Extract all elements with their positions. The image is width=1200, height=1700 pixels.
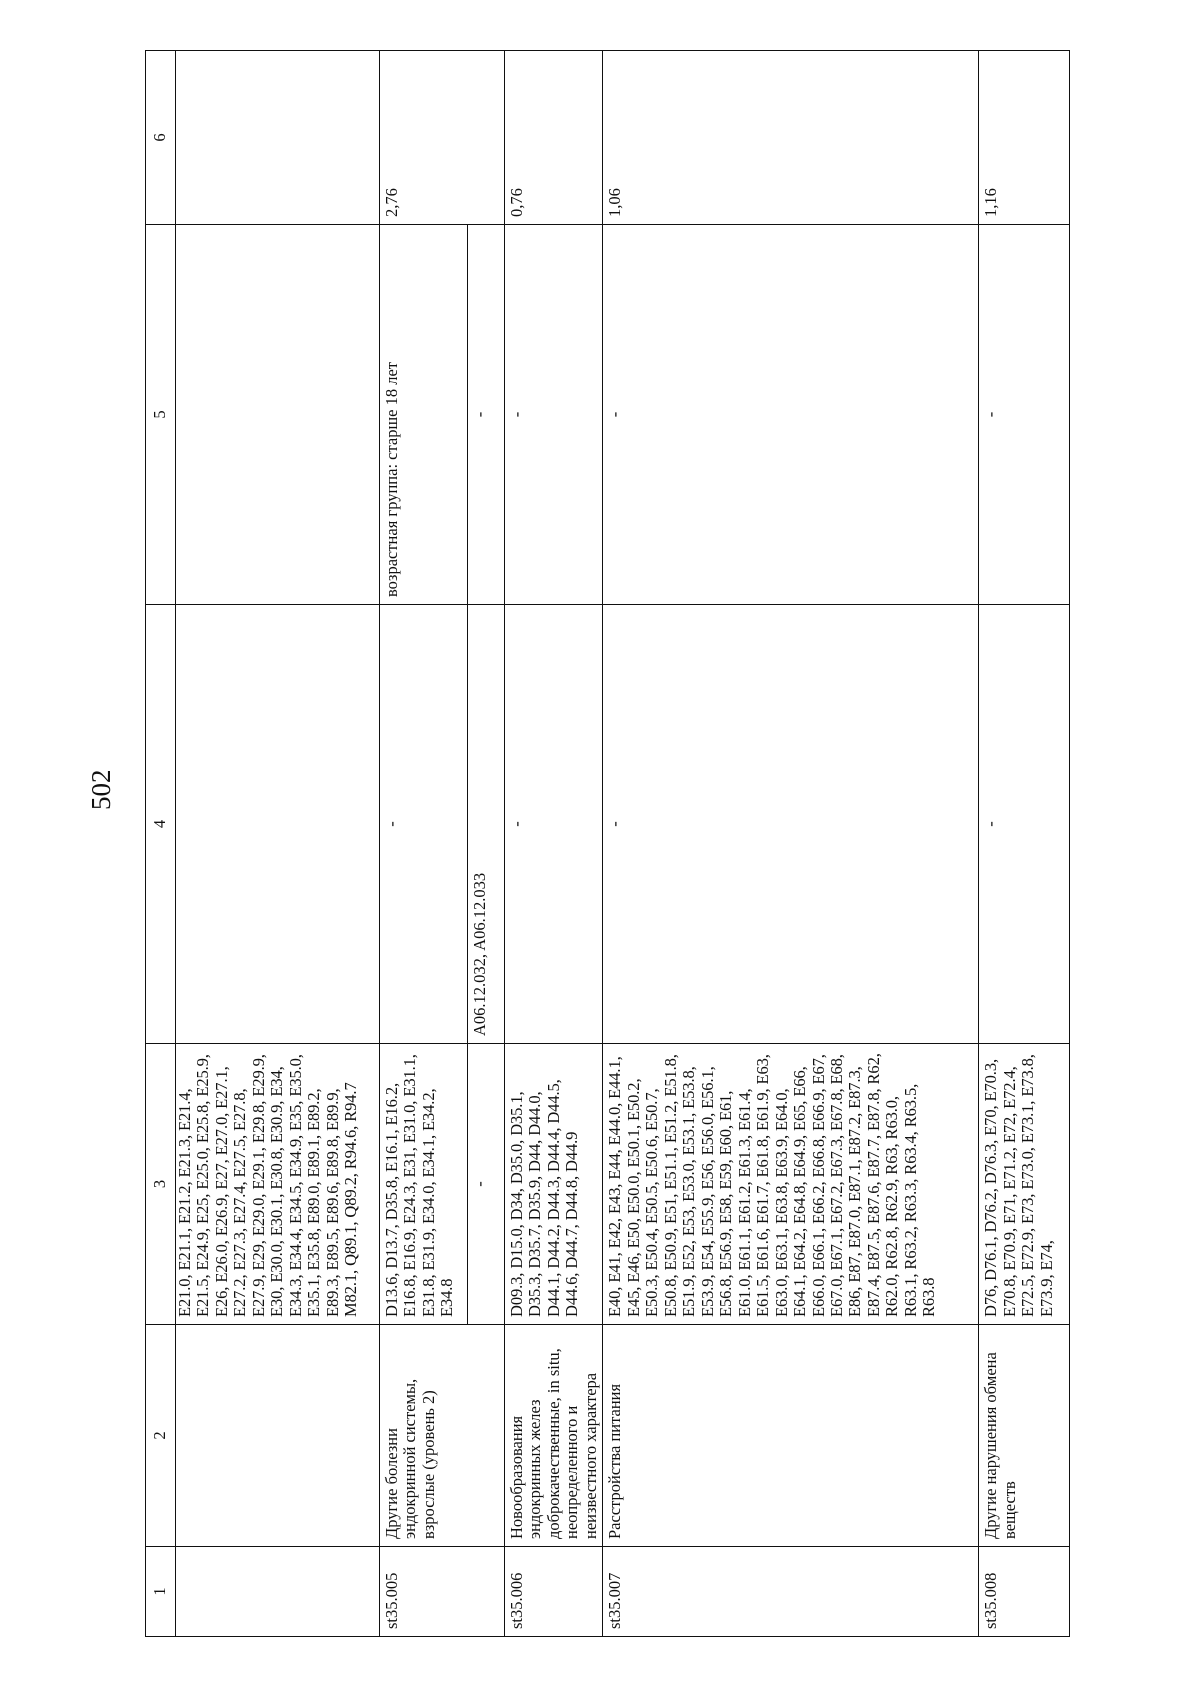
rotated-table-wrapper xyxy=(145,51,1070,1637)
criteria-cell: - xyxy=(468,225,505,605)
code-cell: st35.007 xyxy=(603,1547,979,1637)
diagnosis-codes-cell: E21.0, E21.1, E21.2, E21.3, E21.4, E21.5, E24.9, E25, E25.0, E25.8, E25.9, E26, E26.0, E26.9, E27, E27.0, E27.1, E27.2, E27.3, E27.4, E27.5, E27.8, E27.9, E29, E29.0, E29.1, E29.8, E29.9, E30, E30.0, E30.1, E30.8, E30.9, E34, E34.3, E34.4, E34.5, E34.9, E35, E35.0, E35.1, E35.8, E89.0, E89.1, E89.2, E89.3, E89.5, E89.6, E89.8, E89.9, M82.1, Q89.1, Q89.2, R94.6, R94.7 xyxy=(176,1044,380,1325)
cell xyxy=(176,225,380,605)
diagnosis-codes-cell: D76, D76.1, D76.2, D76.3, E70, E70.3, E70.8, E70.9, E71, E71.2, E72, E72.4, E72.5, E72.9, E73, E73.0, E73.1, E73.8, E73.9, E74, xyxy=(979,1044,1070,1325)
cell xyxy=(176,51,380,225)
services-cell: A06.12.032, A06.12.033 xyxy=(468,605,505,1044)
code-cell: st35.008 xyxy=(979,1547,1070,1637)
header-cell: 6 xyxy=(146,51,176,225)
services-cell: - xyxy=(380,605,468,1044)
tariff-table xyxy=(145,50,1070,1637)
name-cell: Другие болезни эндокринной системы, взрослые (уровень 2) xyxy=(380,1325,505,1547)
header-cell: 3 xyxy=(146,1044,176,1325)
coefficient-cell: 1,06 xyxy=(603,51,979,225)
services-cell: - xyxy=(979,605,1070,1044)
cell xyxy=(176,1325,380,1547)
table-row xyxy=(979,51,1070,1637)
criteria-cell: - xyxy=(979,225,1070,605)
diagnosis-codes-cell: D09.3, D15.0, D34, D35.0, D35.1, D35.3, D35.7, D35.9, D44, D44.0, D44.1, D44.2, D44.3, D44.4, D44.5, D44.6, D44.7, D44.8, D44.9 xyxy=(505,1044,603,1325)
name-cell: Другие нарушения обмена веществ xyxy=(979,1325,1070,1547)
cell xyxy=(176,605,380,1044)
header-cell: 2 xyxy=(146,1325,176,1547)
header-cell: 4 xyxy=(146,605,176,1044)
header-cell: 5 xyxy=(146,225,176,605)
header-cell: 1 xyxy=(146,1547,176,1637)
coefficient-cell: 2,76 xyxy=(380,51,505,225)
page-number: 502 xyxy=(86,769,116,810)
services-cell: - xyxy=(603,605,979,1044)
criteria-cell: - xyxy=(505,225,603,605)
name-cell: Новообразования эндокринных желез доброкачественные, in situ, неопределенного и неизвестного характера xyxy=(505,1325,603,1547)
table-row xyxy=(505,51,603,1637)
criteria-cell: - xyxy=(603,225,979,605)
cell xyxy=(176,1547,380,1637)
services-cell: - xyxy=(505,605,603,1044)
continuation-row xyxy=(176,51,380,1637)
table-row xyxy=(603,51,979,1637)
table-row xyxy=(380,51,468,1637)
diagnosis-codes-cell: D13.6, D13.7, D35.8, E16.1, E16.2, E16.8, E16.9, E24.3, E31, E31.0, E31.1, E31.8, E31.9, E34.0, E34.1, E34.2, E34.8 xyxy=(380,1044,468,1325)
diagnosis-codes-cell: E40, E41, E42, E43, E44, E44.0, E44.1, E45, E46, E50, E50.0, E50.1, E50.2, E50.3, E50.4, E50.5, E50.6, E50.7, E50.8, E50.9, E51, E51.1, E51.2, E51.8, E51.9, E52, E53, E53.0, E53.1, E53.8, E53.9, E54, E55.9, E56, E56.0, E56.1, E56.8, E56.9, E58, E59, E60, E61, E61.0, E61.1, E61.2, E61.3, E61.4, E61.5, E61.6, E61.7, E61.8, E61.9, E63, E63.0, E63.1, E63.8, E63.9, E64.0, E64.1, E64.2, E64.8, E64.9, E65, E66, E66.0, E66.1, E66.2, E66.8, E66.9, E67, E67.0, E67.1, E67.2, E67.3, E67.8, E68, E86, E87, E87.0, E87.1, E87.2, E87.3, E87.4, E87.5, E87.6, E87.7, E87.8, R62, R62.0, R62.8, R62.9, R63, R63.0, R63.1, R63.2, R63.3, R63.4, R63.5, R63.8 xyxy=(603,1044,979,1325)
diagnosis-codes-cell: - xyxy=(468,1044,505,1325)
criteria-cell: возрастная группа: старше 18 лет xyxy=(380,225,468,605)
code-cell: st35.006 xyxy=(505,1547,603,1637)
name-cell: Расстройства питания xyxy=(603,1325,979,1547)
header-row xyxy=(146,51,176,1637)
coefficient-cell: 0,76 xyxy=(505,51,603,225)
coefficient-cell: 1,16 xyxy=(979,51,1070,225)
code-cell: st35.005 xyxy=(380,1547,505,1637)
